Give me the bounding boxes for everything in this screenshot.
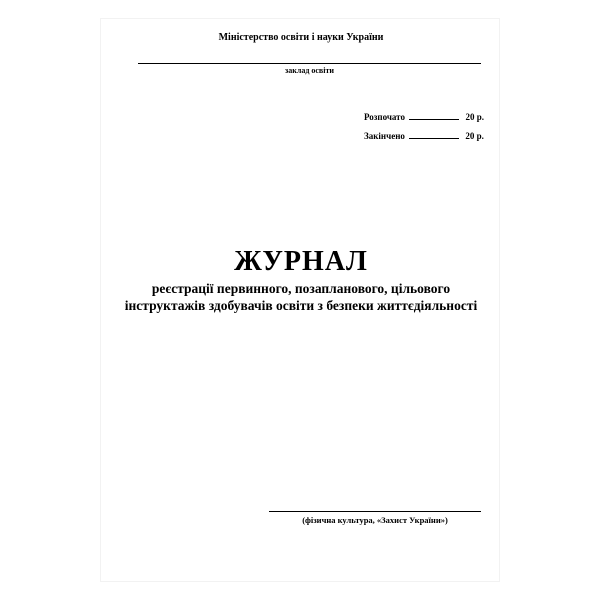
subject-blank-line — [269, 511, 481, 512]
institution-blank-line — [138, 63, 481, 64]
finished-date-blank — [409, 130, 459, 139]
started-date-row — [364, 111, 484, 122]
started-label: Розпочато — [364, 112, 405, 122]
started-date-blank — [409, 111, 459, 120]
journal-subtitle-line-1: реєстрації первинного, позапланового, цільового — [151, 281, 451, 296]
journal-subtitle-line-2: інструктажів здобувачів освіти з безпеки життєдіяльності — [124, 298, 478, 313]
journal-title: ЖУРНАЛ — [234, 246, 368, 277]
finished-date-row — [364, 130, 484, 141]
journal-cover-page — [100, 18, 500, 582]
ministry-name: Міністерство освіти і науки України — [218, 32, 384, 43]
finished-label: Закінчено — [364, 131, 405, 141]
started-year-prefix: 20 — [465, 112, 475, 122]
finished-year-prefix: 20 — [465, 131, 475, 141]
subject-caption: (фізична культура, «Захист України») — [302, 515, 448, 525]
institution-caption: заклад освіти — [285, 66, 334, 75]
started-year-suffix: р. — [476, 112, 485, 122]
finished-year-suffix: р. — [476, 131, 484, 141]
